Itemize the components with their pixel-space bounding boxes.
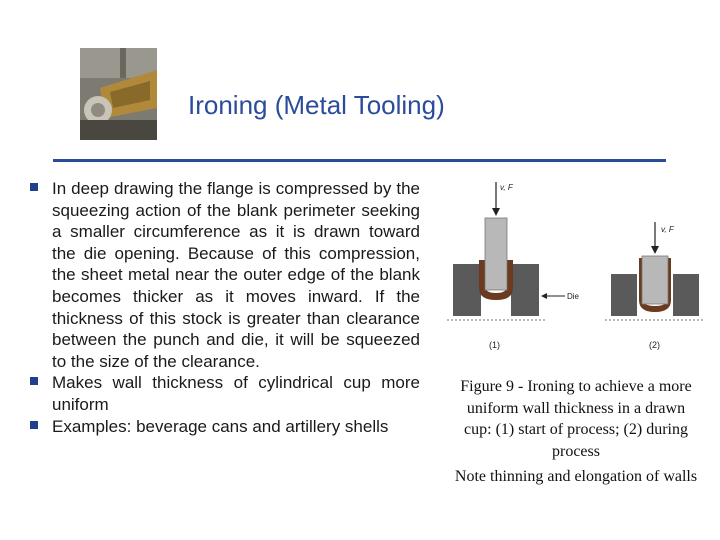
die-right-2	[673, 274, 699, 316]
header-photo	[80, 48, 157, 140]
bullet-text: Makes wall thickness of cylindrical cup more uniform	[52, 373, 420, 414]
die-left-1	[453, 264, 481, 316]
bullet-list	[30, 178, 420, 437]
figure-note: Note thinning and elongation of walls	[454, 468, 698, 485]
punch-1	[485, 218, 507, 290]
arrow-head-2-icon	[651, 246, 659, 254]
bullet-square-icon	[30, 421, 38, 429]
ironing-figure	[443, 178, 713, 358]
bullet-item	[30, 178, 420, 372]
bullet-item	[30, 416, 420, 438]
tooling-photo-icon	[80, 48, 157, 140]
die-left-2	[611, 274, 637, 316]
figure-caption: Figure 9 ‑ Ironing to achieve a more uniform wall thickness in a drawn cup: (1) start of process; (2) during process	[460, 378, 692, 460]
arrow-head-1-icon	[492, 208, 500, 216]
bullet-text: Examples: beverage cans and artillery shells	[52, 416, 389, 436]
bullet-text: In deep drawing the flange is compressed by the squeezing action of the blank perimeter seeking a smaller circumference as it is drawn toward the die opening. Because of this compression, the sheet metal near the outer edge of the blank becomes thicker as it moves inward. If the thickness of this stock is greater than clearance between the punch and die, it will be squeezed to the size of the clearance.	[52, 179, 420, 371]
ironing-diagram	[443, 178, 713, 358]
figure-caption-block	[452, 376, 700, 488]
die-pointer-head-icon	[541, 293, 547, 299]
page-title: Ironing (Metal Tooling)	[188, 90, 445, 120]
bullet-item	[30, 372, 420, 415]
title-divider	[53, 159, 666, 162]
die-right-1	[511, 264, 539, 316]
bullet-square-icon	[30, 183, 38, 191]
punch-2	[642, 256, 668, 304]
force-label-2: v, F	[661, 225, 674, 234]
die-label: Die	[567, 292, 580, 301]
force-label-1: v, F	[500, 183, 513, 192]
bullet-square-icon	[30, 377, 38, 385]
stage1-label: (1)	[489, 340, 500, 350]
stage2-label: (2)	[649, 340, 660, 350]
